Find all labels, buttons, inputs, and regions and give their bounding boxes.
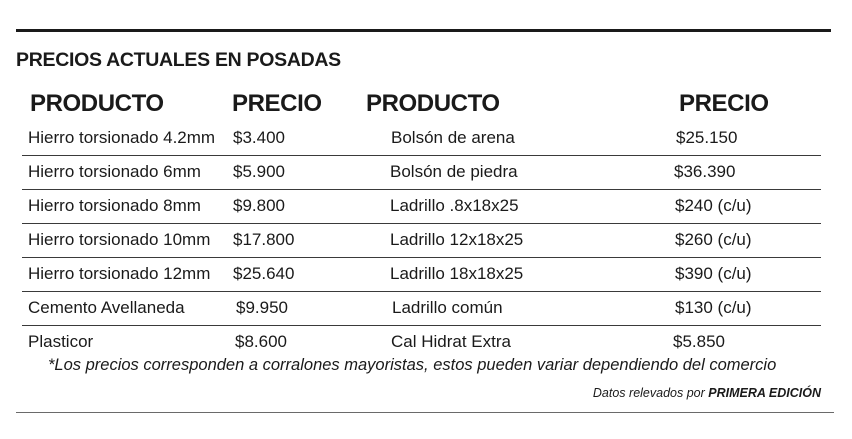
product-left-cell: Hierro torsionado 12mm: [28, 264, 211, 283]
header-product-left: PRODUCTO: [30, 90, 164, 117]
table-row: [22, 156, 821, 190]
product-right-cell: Bolsón de arena: [391, 128, 515, 147]
product-left-cell: Cemento Avellaneda: [28, 298, 185, 317]
bottom-rule: [16, 412, 834, 413]
section-title: PRECIOS ACTUALES EN POSADAS: [16, 49, 341, 71]
product-left-cell: Hierro torsionado 8mm: [28, 196, 201, 215]
price-left-cell: $5.900: [233, 162, 285, 181]
table-row: [22, 292, 821, 326]
price-left-cell: $9.950: [236, 298, 288, 317]
product-left-cell: Hierro torsionado 6mm: [28, 162, 201, 181]
product-right-cell: Bolsón de piedra: [390, 162, 518, 181]
price-left-cell: $25.640: [233, 264, 295, 283]
credit-prefix: Datos relevados por: [592, 386, 709, 400]
price-left-cell: $17.800: [233, 230, 295, 249]
price-left-cell: $8.600: [235, 332, 287, 351]
product-right-cell: Cal Hidrat Extra: [391, 332, 511, 351]
table-row: [22, 258, 821, 292]
table-row: [22, 224, 821, 258]
header-price-left: PRECIO: [232, 90, 322, 117]
table-row: [22, 190, 821, 224]
price-right-cell: $5.850: [673, 332, 725, 351]
price-right-cell: $130 (c/u): [675, 298, 752, 317]
footnote: *Los precios corresponden a corralones mayoristas, estos pueden variar dependiendo del comercio: [48, 356, 777, 374]
price-right-cell: $25.150: [676, 128, 738, 147]
price-right-cell: $240 (c/u): [675, 196, 752, 215]
table-row: [22, 326, 821, 360]
product-right-cell: Ladrillo .8x18x25: [390, 196, 519, 215]
product-right-cell: Ladrillo común: [392, 298, 503, 317]
table-row: [22, 122, 821, 156]
product-right-cell: Ladrillo 12x18x25: [390, 230, 524, 249]
source-credit: [593, 386, 821, 400]
product-left-cell: Hierro torsionado 4.2mm: [28, 128, 216, 147]
price-right-cell: $390 (c/u): [675, 264, 752, 283]
price-left-cell: $9.800: [233, 196, 285, 215]
product-left-cell: Hierro torsionado 10mm: [28, 230, 211, 249]
top-rule: [16, 29, 831, 32]
price-right-cell: $36.390: [674, 162, 736, 181]
credit-brand: PRIMERA EDICIÓN: [708, 386, 821, 400]
price-left-cell: $3.400: [233, 128, 285, 147]
product-right-cell: Ladrillo 18x18x25: [390, 264, 524, 283]
product-left-cell: Plasticor: [28, 332, 94, 351]
header-price-right: PRECIO: [679, 90, 769, 117]
header-product-right: PRODUCTO: [366, 90, 500, 117]
price-right-cell: $260 (c/u): [675, 230, 752, 249]
